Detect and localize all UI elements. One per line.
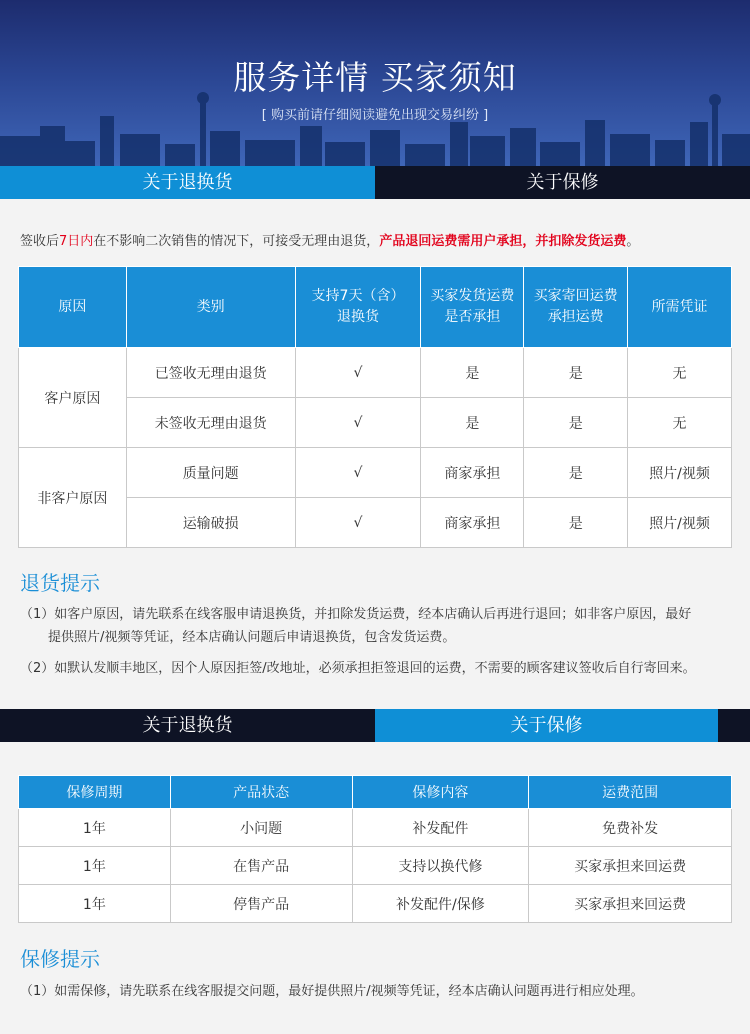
table-row [19,348,732,398]
tab-return-exchange[interactable]: 关于退换货 [0,166,375,199]
return-policy-table [18,266,732,548]
reason-cell: 非客户原因 [19,448,127,548]
proof-cell: 照片/视频 [628,448,732,498]
table-header-row [19,267,732,348]
return-fee-cell: 是 [524,498,628,548]
return-tip-1-line1: （1）如客户原因，请先联系在线客服申请退换货，并扣除发货运费，经本店确认后再进行退回；如非客户原因，最好 [20,607,692,622]
content-cell: 支持以换代修 [352,847,529,885]
period-cell: 1年 [19,885,171,923]
tab-return-exchange[interactable]: 关于退换货 [0,709,375,742]
support-cell: √ [295,348,421,398]
tab-warranty[interactable]: 关于保修 [375,709,718,742]
proof-cell: 照片/视频 [628,498,732,548]
tab-bar-bottom [0,709,750,742]
hero-banner [0,0,750,166]
support-cell: √ [295,448,421,498]
intro-fee-warning: 产品退回运费需用户承担，并扣除发货运费 [379,234,627,249]
table-row [19,398,732,448]
intro-text: 在不影响二次销售的情况下，可接受无理由退货， [93,234,380,249]
ship-fee-cell: 是 [421,348,524,398]
return-fee-cell: 是 [524,348,628,398]
warranty-table [18,775,732,923]
table-header-row [19,776,732,809]
header-shipping-fee: 运费范围 [529,776,732,809]
period-cell: 1年 [19,847,171,885]
table-row [19,847,732,885]
table-row [19,885,732,923]
tab-warranty[interactable]: 关于保修 [375,166,750,199]
header-support-7day: 支持7天（含） 退换货 [295,267,421,348]
header-buyer-return-fee: 买家寄回运费 承担运费 [524,267,628,348]
header-buyer-ship-fee: 买家发货运费 是否承担 [421,267,524,348]
reason-cell: 客户原因 [19,348,127,448]
category-cell: 未签收无理由退货 [126,398,295,448]
warranty-tips-title: 保修提示 [20,947,100,971]
category-cell: 质量问题 [126,448,295,498]
support-cell: √ [295,398,421,448]
return-tips-list [20,603,696,680]
ship-fee-cell: 是 [421,398,524,448]
category-cell: 运输破损 [126,498,295,548]
return-policy-intro [20,230,639,249]
header-reason: 原因 [19,267,127,348]
return-fee-cell: 是 [524,398,628,448]
tab-bar-top [0,166,750,199]
warranty-tips-list [20,980,644,1003]
header-warranty-content: 保修内容 [352,776,529,809]
intro-text: 签收后 [20,234,60,249]
return-fee-cell: 是 [524,448,628,498]
fee-cell: 买家承担来回运费 [529,847,732,885]
header-category: 类别 [126,267,295,348]
intro-days-highlight: 7日内 [59,234,94,249]
proof-cell: 无 [628,348,732,398]
category-cell: 已签收无理由退货 [126,348,295,398]
status-cell: 小问题 [170,809,352,847]
header-warranty-period: 保修周期 [19,776,171,809]
warranty-tip-1: （1）如需保修，请先联系在线客服提交问题，最好提供照片/视频等凭证，经本店确认问题再进行相应处理。 [20,984,644,999]
header-product-status: 产品状态 [170,776,352,809]
status-cell: 在售产品 [170,847,352,885]
proof-cell: 无 [628,398,732,448]
hero-subtitle: [ 购买前请仔细阅读避免出现交易纠纷 ] [261,108,489,123]
period-cell: 1年 [19,809,171,847]
content-cell: 补发配件/保修 [352,885,529,923]
ship-fee-cell: 商家承担 [421,448,524,498]
return-tip-2: （2）如默认发顺丰地区，因个人原因拒签/改地址，必须承担拒签退回的运费，不需要的顾客建议签收后自行寄回来。 [20,661,696,676]
intro-text: 。 [626,234,640,249]
return-tip-1-line2: 提供照片/视频等凭证，经本店确认问题后申请退换货，包含发货运费。 [48,630,456,645]
ship-fee-cell: 商家承担 [421,498,524,548]
table-row [19,809,732,847]
fee-cell: 免费补发 [529,809,732,847]
return-tips-title: 退货提示 [20,571,100,595]
fee-cell: 买家承担来回运费 [529,885,732,923]
status-cell: 停售产品 [170,885,352,923]
support-cell: √ [295,498,421,548]
content-cell: 补发配件 [352,809,529,847]
tab-bar-filler [718,709,750,742]
table-row [19,448,732,498]
table-row [19,498,732,548]
header-proof: 所需凭证 [628,267,732,348]
hero-title: 服务详情 买家须知 [233,58,517,97]
